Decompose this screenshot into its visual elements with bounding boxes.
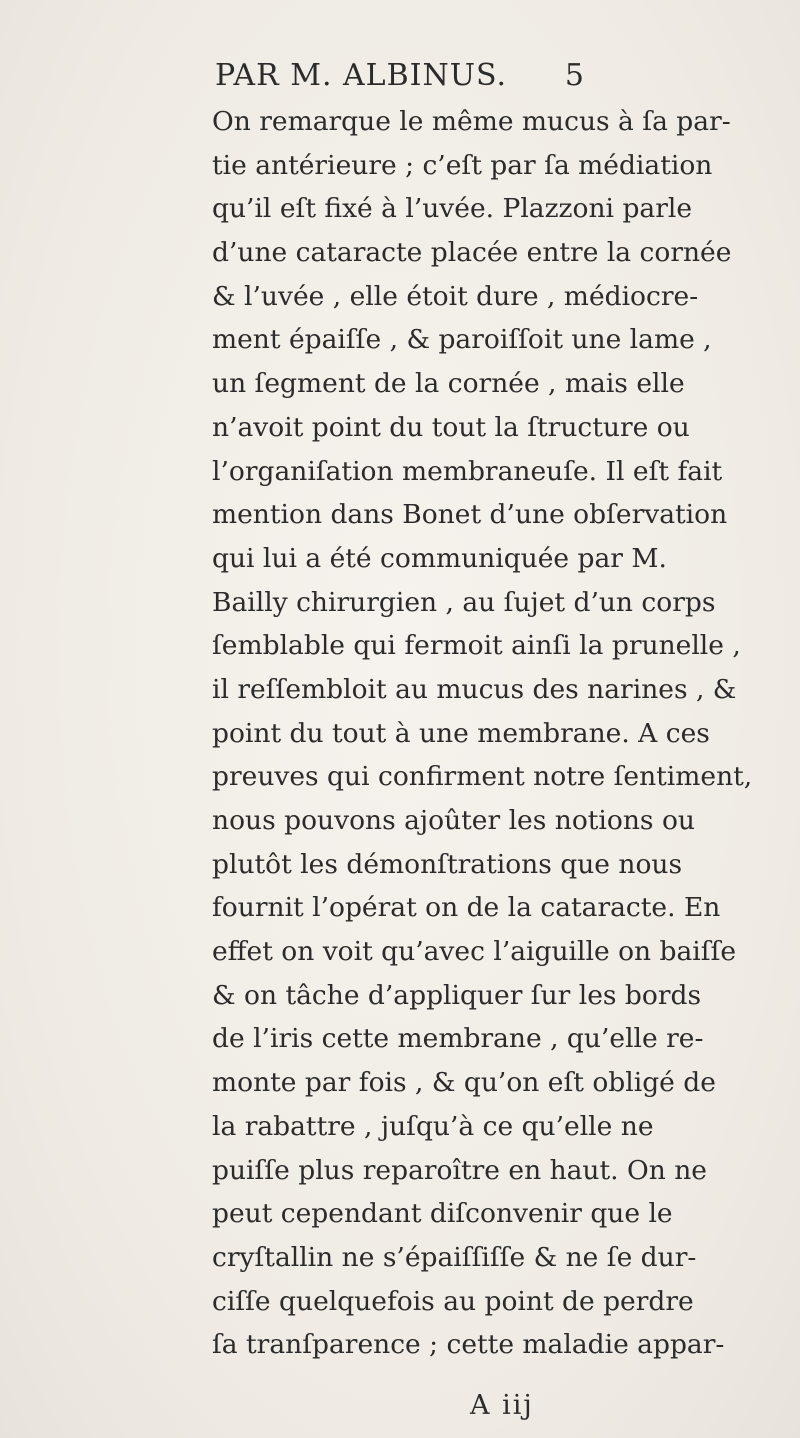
text-line: un ſegment de la cornée , mais elle xyxy=(212,368,685,400)
text-line: tie antérieure ; c’eſt par ſa médiation xyxy=(212,149,713,181)
text-line: peut cependant diſconvenir que le xyxy=(212,1198,673,1230)
text-line: & l’uvée , elle étoit dure , médiocre- xyxy=(212,280,699,312)
text-line: monte par fois , & qu’on eſt obligé de xyxy=(212,1067,716,1099)
text-line: n’avoit point du tout la ſtructure ou xyxy=(212,411,690,443)
running-header xyxy=(215,58,585,98)
text-line: mention dans Bonet d’une obſervation xyxy=(212,499,728,531)
page-number: 5 xyxy=(564,58,585,93)
text-line: la rabattre , juſqu’à ce qu’elle ne xyxy=(212,1110,654,1142)
text-line: ciſſe quelquefois au point de perdre xyxy=(212,1285,694,1317)
text-line: On remarque le même mucus à ſa par- xyxy=(212,106,731,137)
text-line: point du tout à une membrane. A ces xyxy=(212,717,710,749)
signature-mark: A iij xyxy=(470,1390,534,1421)
text-line: qu’il eſt fixé à l’uvée. Plazzoni parle xyxy=(212,193,693,225)
text-line: d’une cataracte placée entre la cornée xyxy=(212,237,732,269)
text-line: effet on voit qu’avec l’aiguille on baiſſe xyxy=(212,936,737,968)
text-line: il reſſembloit au mucus des narines , & xyxy=(212,673,737,705)
text-line: l’organiſation membraneuſe. Il eſt fait xyxy=(212,455,723,487)
text-line: puiſſe plus reparoître en haut. On ne xyxy=(212,1154,707,1186)
text-line: & on tâche d’appliquer ſur les bords xyxy=(212,979,702,1011)
text-line: ſa tranſparence ; cette maladie appar- xyxy=(212,1329,725,1361)
text-line: nous pouvons ajoûter les notions ou xyxy=(212,805,695,836)
text-line: ment épaiſſe , & paroiſſoit une lame , xyxy=(212,324,712,356)
text-line: cryſtallin ne s’épaiſſiſſe & ne ſe dur- xyxy=(212,1241,697,1273)
text-line: preuves qui confirment notre ſentiment, xyxy=(212,761,753,793)
text-line: Bailly chirurgien , au ſujet d’un corps xyxy=(212,586,716,618)
body-text xyxy=(212,100,753,1367)
running-title: PAR M. ALBINUS. xyxy=(215,58,508,93)
text-line: plutôt les démonſtrations que nous xyxy=(212,848,683,880)
text-line: ſemblable qui fermoit ainſi la prunelle , xyxy=(212,630,741,662)
text-line: qui lui a été communiquée par M. xyxy=(212,542,667,574)
text-line: fournit l’opérat on de la cataracte. En xyxy=(212,892,721,924)
text-line: de l’iris cette membrane , qu’elle re- xyxy=(212,1023,704,1055)
